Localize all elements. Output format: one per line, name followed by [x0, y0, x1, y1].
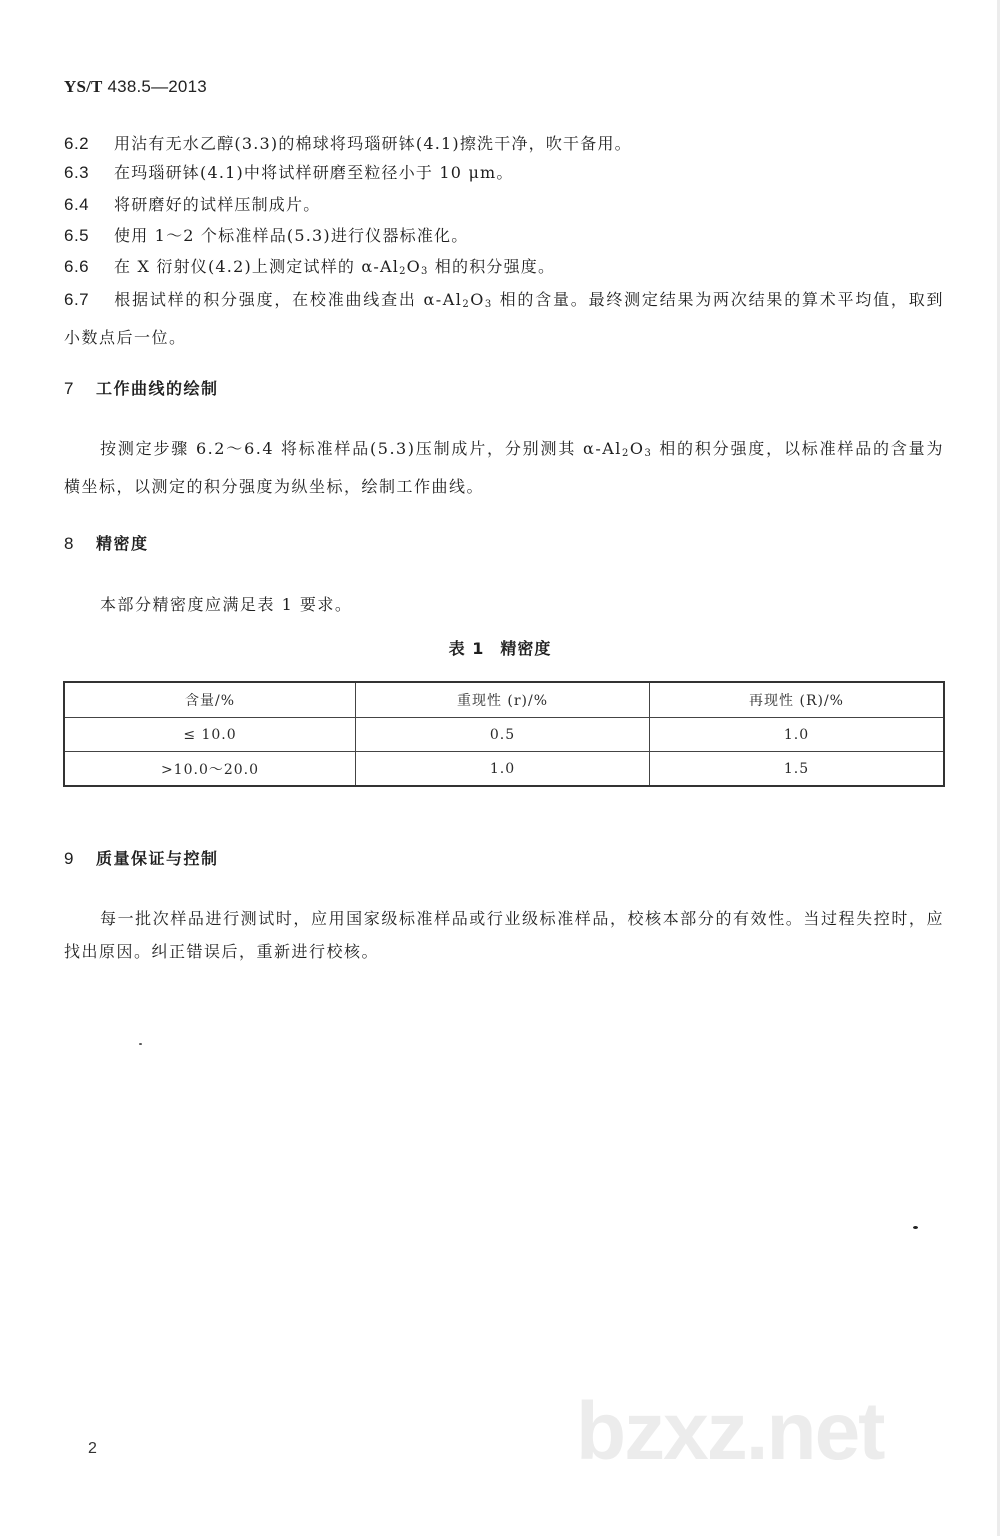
scan-speck [913, 1226, 918, 1229]
section-9-heading [64, 846, 219, 869]
step-text: 用沾有无水乙醇(3.3)的棉球将玛瑙研钵(4.1)擦洗干净，吹干备用。 [114, 134, 632, 153]
table-caption [0, 636, 1000, 659]
step-number: 6.6 [64, 257, 90, 276]
section-8-body: 本部分精密度应满足表 1 要求。 [100, 595, 353, 614]
step-6-6 [64, 254, 555, 285]
table-row [64, 752, 944, 787]
section-title: 工作曲线的绘制 [96, 379, 219, 398]
table-caption-title: 精密度 [500, 639, 552, 658]
table-cell: ≤ 10.0 [64, 718, 356, 752]
section-number: 8 [64, 534, 75, 553]
step-6-4 [64, 192, 320, 218]
page-number: 2 [88, 1440, 97, 1457]
standard-code-header [64, 77, 207, 97]
table-cell: 0.5 [356, 718, 650, 752]
section-9-body: 每一批次样品进行测试时，应用国家级标准样品或行业级标准样品，校核本部分的有效性。当过程失控时，应找出原因。纠正错误后，重新进行校核。 [64, 909, 944, 961]
step-number: 6.5 [64, 226, 90, 245]
table-caption-label: 表 1 [448, 639, 485, 658]
step-number: 6.4 [64, 195, 90, 214]
section-title: 质量保证与控制 [96, 849, 219, 868]
step-text: 在 X 衍射仪(4.2)上测定试样的 $\alpha-Al_2O_3$ 相的积分强度。 [114, 257, 556, 277]
standard-code-number: 438.5—2013 [107, 77, 207, 96]
section-number: 7 [64, 379, 75, 398]
table-row [64, 718, 944, 752]
step-number: 6.7 [64, 290, 90, 309]
scan-speck [139, 1043, 142, 1045]
column-header-content: 含量/% [64, 682, 356, 718]
step-6-7 [64, 283, 944, 354]
section-title: 精密度 [96, 534, 149, 553]
step-number: 6.3 [64, 163, 90, 182]
section-7-heading [64, 376, 219, 399]
watermark: bzxz.net [576, 1386, 884, 1477]
column-header-repeatability: 重现性 (r)/% [356, 682, 650, 718]
table-cell: >10.0～20.0 [64, 752, 356, 787]
table-cell: 1.5 [650, 752, 945, 787]
section-8-heading [64, 531, 149, 554]
precision-table [63, 681, 945, 787]
step-text: 将研磨好的试样压制成片。 [114, 195, 321, 214]
step-6-3 [64, 160, 514, 186]
section-7-body: 按测定步骤 6.2～6.4 将标准样品(5.3)压制成片，分别测其 $\alpha-Al_2O_3$ 相的积分强度，以标准样品的含量为横坐标，以测定的积分强度为纵坐标，绘制工作曲线。 [64, 439, 944, 496]
step-text: 在玛瑙研钵(4.1)中将试样研磨至粒径小于 10 μm。 [114, 163, 514, 182]
table-cell: 1.0 [356, 752, 650, 787]
table-header-row [64, 682, 944, 718]
step-text: 使用 1～2 个标准样品(5.3)进行仪器标准化。 [114, 226, 469, 245]
section-number: 9 [64, 849, 75, 868]
table-cell: 1.0 [650, 718, 945, 752]
step-number: 6.2 [64, 134, 90, 153]
step-6-5 [64, 223, 468, 249]
step-text: 根据试样的积分强度，在校准曲线查出 $\alpha-Al_2O_3$ 相的含量。最终测定结果为两次结果的算术平均值，取到小数点后一位。 [64, 290, 944, 347]
standard-code-prefix: YS/T [64, 77, 103, 96]
column-header-reproducibility: 再现性 (R)/% [650, 682, 945, 718]
step-6-2 [64, 131, 632, 157]
